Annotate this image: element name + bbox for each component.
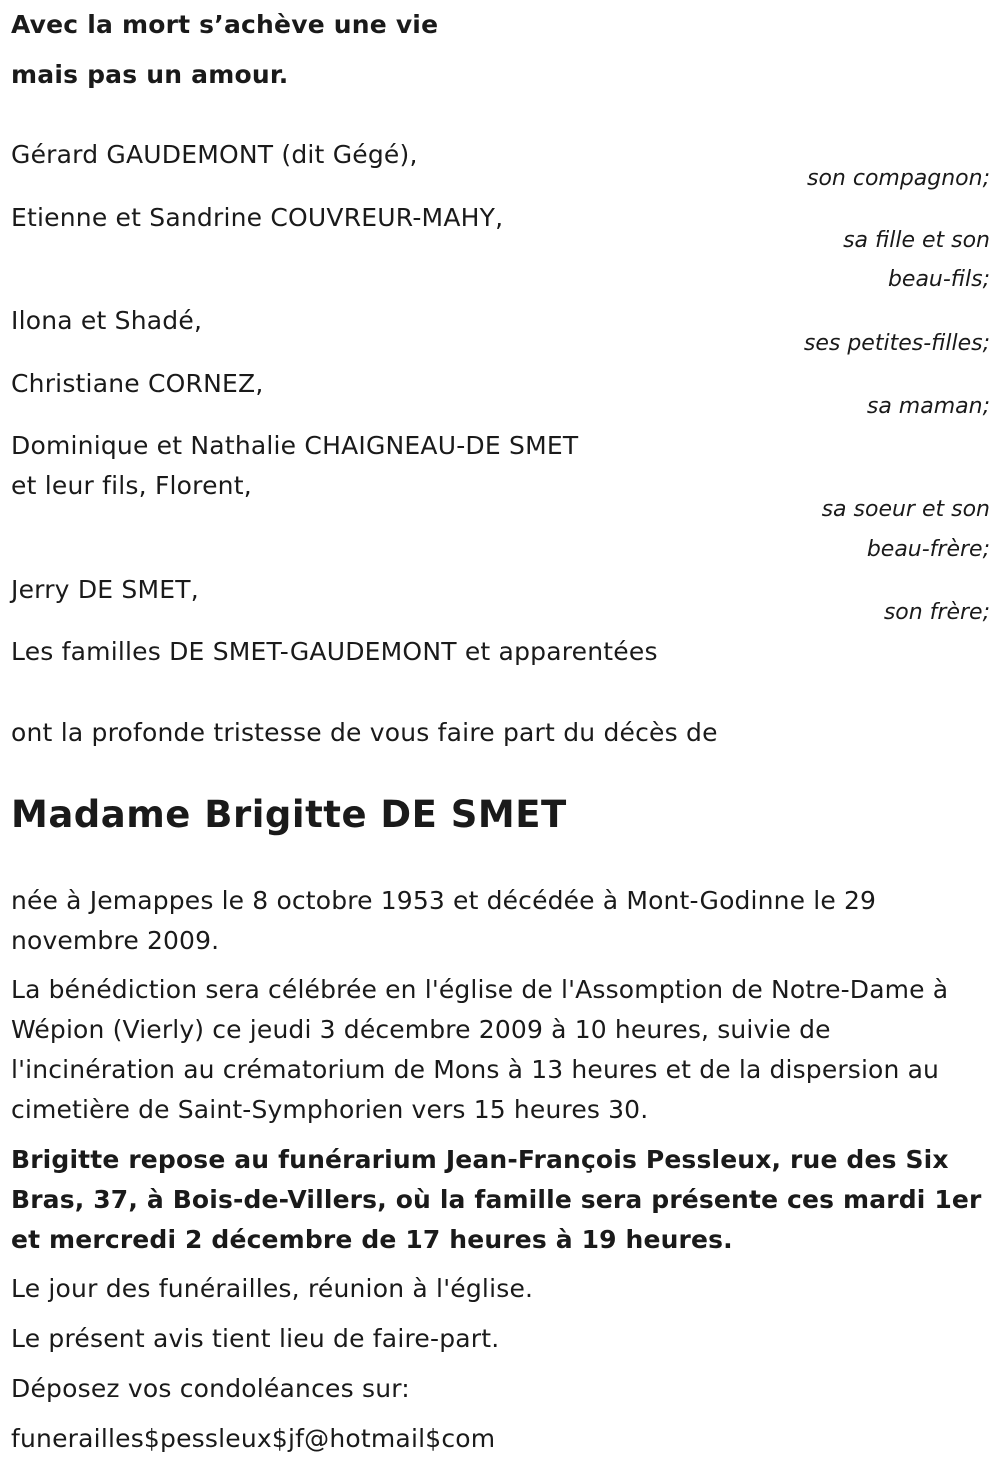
meeting-line: Le jour des funérailles, réunion à l'église. (11, 1274, 534, 1303)
family-member-relation: beau-fils; (887, 267, 990, 292)
birth-death-paragraph: née à Jemappes le 8 octobre 1953 et décédée à Mont-Godinne le 29 novembre 2009. (11, 886, 877, 955)
deceased-name: Madame Brigitte DE SMET (11, 793, 567, 836)
family-member-name: Jerry DE SMET, (11, 575, 199, 604)
family-member-name: et leur fils, Florent, (11, 471, 252, 500)
family-member-relation: sa maman; (866, 394, 990, 419)
family-member-name: Les familles DE SMET-GAUDEMONT et apparentées (11, 637, 658, 666)
family-member-name: Ilona et Shadé, (11, 306, 203, 335)
condolences-label: Déposez vos condoléances sur: (11, 1374, 410, 1403)
family-member-name: Etienne et Sandrine COUVREUR-MAHY, (11, 203, 504, 232)
family-member-relation: ses petites-filles; (803, 331, 990, 356)
family-member-relation: son compagnon; (806, 166, 990, 191)
notice-line: Le présent avis tient lieu de faire-part. (11, 1324, 500, 1353)
ceremony-paragraph: La bénédiction sera célébrée en l'église de l'Assomption de Notre-Dame à Wépion (Vierly) ce jeudi 3 décembre 2009 à 10 heures, suivie de l'incinération au crématorium de Mons à 13 heures et de la dispersion au cimetière de Saint-Symphorien vers 15 heures 30. (11, 975, 949, 1124)
family-member-name: Christiane CORNEZ, (11, 369, 264, 398)
family-member-name: Dominique et Nathalie CHAIGNEAU-DE SMET (11, 431, 579, 460)
visitation-paragraph: Brigitte repose au funérarium Jean-François Pessleux, rue des Six Bras, 37, à Bois-de-Villers, où la famille sera présente ces mardi 1er et mercredi 2 décembre de 17 heures à 19 heures. (11, 1145, 982, 1254)
epigraph-line-1: Avec la mort s’achève une vie (11, 10, 439, 39)
family-member-relation: sa soeur et son (821, 497, 990, 522)
condolences-address: funerailles$pessleux$jf@hotmail$com (11, 1424, 496, 1453)
announcement: ont la profonde tristesse de vous faire part du décès de (11, 718, 718, 747)
family-member-relation: sa fille et son (843, 228, 990, 253)
family-member-name: Gérard GAUDEMONT (dit Gégé), (11, 140, 418, 169)
epigraph-line-2: mais pas un amour. (11, 60, 289, 89)
family-member-relation: beau-frère; (866, 537, 990, 562)
family-member-relation: son frère; (883, 600, 990, 625)
